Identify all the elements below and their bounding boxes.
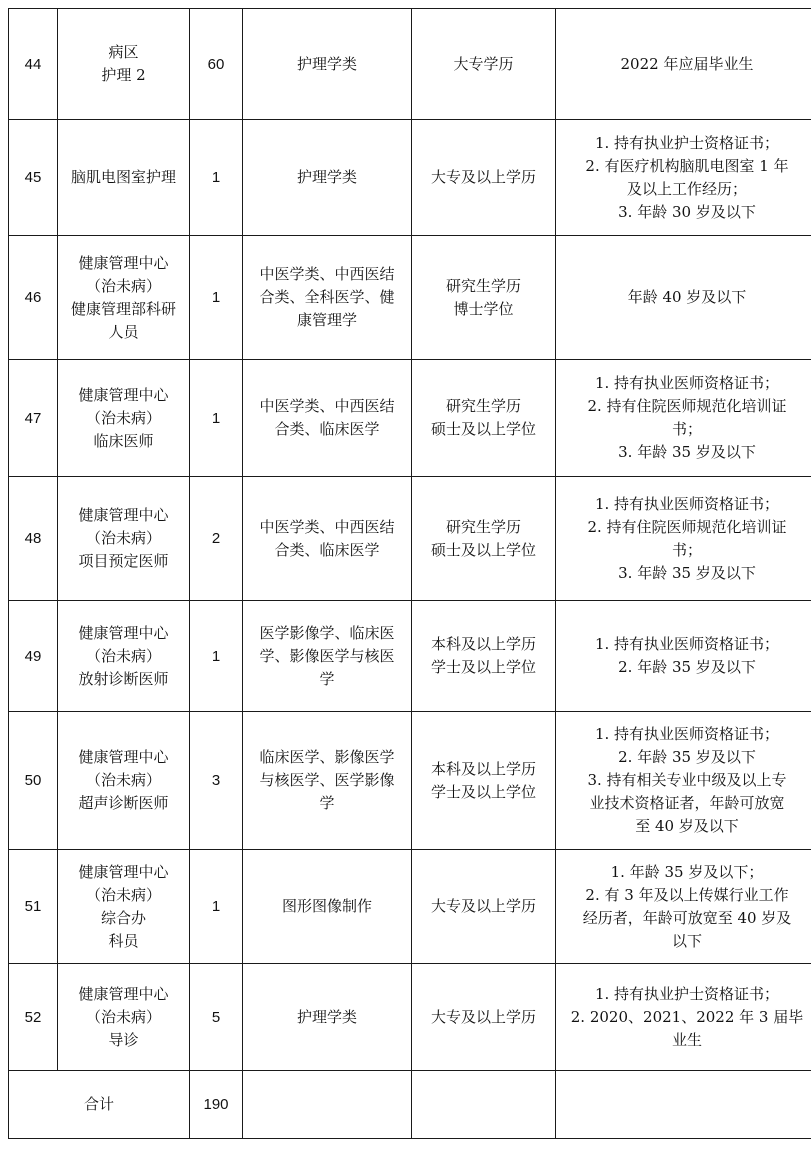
headcount: 5 [190, 964, 243, 1071]
requirements: 1. 持有执业医师资格证书； 2. 年龄 35 岁及以下 [556, 601, 811, 712]
major: 图形图像制作 [243, 850, 412, 964]
row-number: 49 [9, 601, 58, 712]
row-number: 46 [9, 236, 58, 360]
department-position: 健康管理中心 （治未病） 导诊 [58, 964, 190, 1071]
headcount: 1 [190, 850, 243, 964]
row-number: 48 [9, 477, 58, 601]
education: 研究生学历 硕士及以上学位 [412, 360, 556, 477]
department-position: 健康管理中心 （治未病） 综合办 科员 [58, 850, 190, 964]
department-position: 健康管理中心 （治未病） 健康管理部科研 人员 [58, 236, 190, 360]
recruitment-table [8, 8, 811, 1139]
department-position: 健康管理中心 （治未病） 放射诊断医师 [58, 601, 190, 712]
row-number: 50 [9, 712, 58, 850]
requirements: 年龄 40 岁及以下 [556, 236, 811, 360]
education: 研究生学历 博士学位 [412, 236, 556, 360]
headcount: 1 [190, 120, 243, 236]
requirements: 1. 持有执业护士资格证书； 2. 有医疗机构脑肌电图室 1 年 及以上工作经历； 3. 年龄 30 岁及以下 [556, 120, 811, 236]
requirements: 1. 持有执业医师资格证书； 2. 年龄 35 岁及以下 3. 持有相关专业中级及以上专 业技术资格证者，年龄可放宽 至 40 岁及以下 [556, 712, 811, 850]
row-number: 44 [9, 9, 58, 120]
requirements: 1. 年龄 35 岁及以下； 2. 有 3 年及以上传媒行业工作 经历者，年龄可放宽至 40 岁及 以下 [556, 850, 811, 964]
education: 大专及以上学历 [412, 120, 556, 236]
major: 护理学类 [243, 120, 412, 236]
headcount: 1 [190, 601, 243, 712]
table-row [9, 850, 811, 964]
major: 中医学类、中西医结 合类、临床医学 [243, 360, 412, 477]
total-label: 合计 [9, 1071, 190, 1139]
requirements: 1. 持有执业医师资格证书； 2. 持有住院医师规范化培训证 书； 3. 年龄 35 岁及以下 [556, 360, 811, 477]
total-row [9, 1071, 811, 1139]
requirements: 2022 年应届毕业生 [556, 9, 811, 120]
headcount: 1 [190, 236, 243, 360]
table-row [9, 601, 811, 712]
empty-cell [243, 1071, 412, 1139]
requirements: 1. 持有执业医师资格证书； 2. 持有住院医师规范化培训证 书； 3. 年龄 35 岁及以下 [556, 477, 811, 601]
empty-cell [412, 1071, 556, 1139]
department-position: 病区 护理 2 [58, 9, 190, 120]
education: 本科及以上学历 学士及以上学位 [412, 712, 556, 850]
education: 大专及以上学历 [412, 850, 556, 964]
row-number: 52 [9, 964, 58, 1071]
department-position: 健康管理中心 （治未病） 超声诊断医师 [58, 712, 190, 850]
major: 护理学类 [243, 964, 412, 1071]
education: 大专及以上学历 [412, 964, 556, 1071]
headcount: 1 [190, 360, 243, 477]
table-row [9, 964, 811, 1071]
major: 医学影像学、临床医 学、影像医学与核医 学 [243, 601, 412, 712]
department-position: 脑肌电图室护理 [58, 120, 190, 236]
table-row [9, 477, 811, 601]
major: 中医学类、中西医结 合类、临床医学 [243, 477, 412, 601]
empty-cell [556, 1071, 811, 1139]
row-number: 47 [9, 360, 58, 477]
headcount: 2 [190, 477, 243, 601]
education: 研究生学历 硕士及以上学位 [412, 477, 556, 601]
department-position: 健康管理中心 （治未病） 临床医师 [58, 360, 190, 477]
table-row [9, 120, 811, 236]
major: 中医学类、中西医结 合类、全科医学、健 康管理学 [243, 236, 412, 360]
requirements: 1. 持有执业护士资格证书； 2. 2020、2021、2022 年 3 届毕 业生 [556, 964, 811, 1071]
education: 本科及以上学历 学士及以上学位 [412, 601, 556, 712]
table-row [9, 236, 811, 360]
headcount: 3 [190, 712, 243, 850]
row-number: 51 [9, 850, 58, 964]
row-number: 45 [9, 120, 58, 236]
total-count: 190 [190, 1071, 243, 1139]
major: 临床医学、影像医学 与核医学、医学影像 学 [243, 712, 412, 850]
major: 护理学类 [243, 9, 412, 120]
table-row [9, 360, 811, 477]
education: 大专学历 [412, 9, 556, 120]
department-position: 健康管理中心 （治未病） 项目预定医师 [58, 477, 190, 601]
table-row [9, 712, 811, 850]
headcount: 60 [190, 9, 243, 120]
table-row [9, 9, 811, 120]
